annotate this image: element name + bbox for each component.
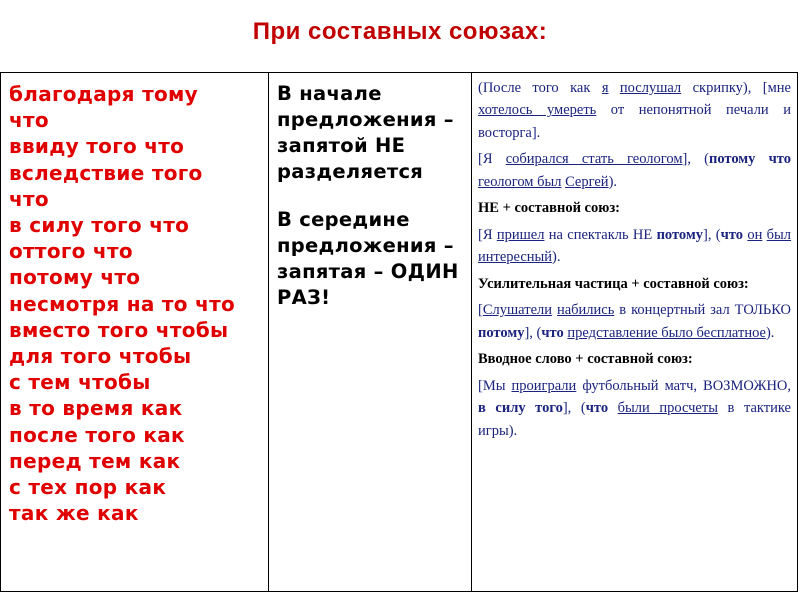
list-item: после того как xyxy=(9,422,185,447)
list-item: потому что xyxy=(9,265,141,290)
list-item: оттого что xyxy=(9,239,133,264)
list-item: несмотря на то что xyxy=(9,291,236,316)
example-4: [Слушатели набились в концертный зал ТОЛЬКО потому], (что представление было бесплатное). xyxy=(478,302,792,341)
list-item: с тем чтобы xyxy=(9,370,151,395)
example-heading: Вводное слово + составной союз: xyxy=(478,351,693,368)
list-item: что xyxy=(9,108,49,133)
list-item: ввиду того что xyxy=(9,134,185,159)
list-item: вследствие того xyxy=(9,160,203,185)
rule-sentence-middle: В середине предложения – запятая – ОДИН РАЗ! xyxy=(277,208,459,309)
rules-column xyxy=(269,73,472,591)
example-heading: НЕ + составной союз: xyxy=(478,200,620,217)
conjunctions-column xyxy=(1,73,269,591)
rules-table xyxy=(0,72,798,592)
example-1: (После того как я послушал скрипку), [мне хотелось умереть от непонятной печали и восторга]. xyxy=(478,80,791,141)
page-title: При составных союзах: xyxy=(252,18,548,45)
example-2: [Я собирался стать геологом], (потому что геологом был Сергей). xyxy=(478,151,791,190)
list-item: для того чтобы xyxy=(9,344,192,369)
rule-sentence-start: В начале предложения – запятой НЕ разделяется xyxy=(277,82,454,183)
list-item: так же как xyxy=(9,501,139,526)
list-item: в силу того что xyxy=(9,213,190,238)
list-item: вместо того чтобы xyxy=(9,317,229,342)
list-item: перед тем как xyxy=(9,448,181,473)
example-heading: Усилительная частица + составной союз: xyxy=(478,275,749,292)
conjunction-list xyxy=(9,81,260,526)
list-item: с тех пор как xyxy=(9,475,167,500)
list-item: благодаря тому xyxy=(9,82,198,106)
example-5: [Мы проиграли футбольный матч, ВОЗМОЖНО, в силу того], (что были просчеты в тактике игры). xyxy=(478,377,792,439)
examples-column xyxy=(472,73,797,591)
list-item: в то время как xyxy=(9,396,183,421)
list-item: что xyxy=(9,186,49,211)
example-3: [Я пришел на спектакль НЕ потому], (что он был интересный). xyxy=(478,226,792,266)
